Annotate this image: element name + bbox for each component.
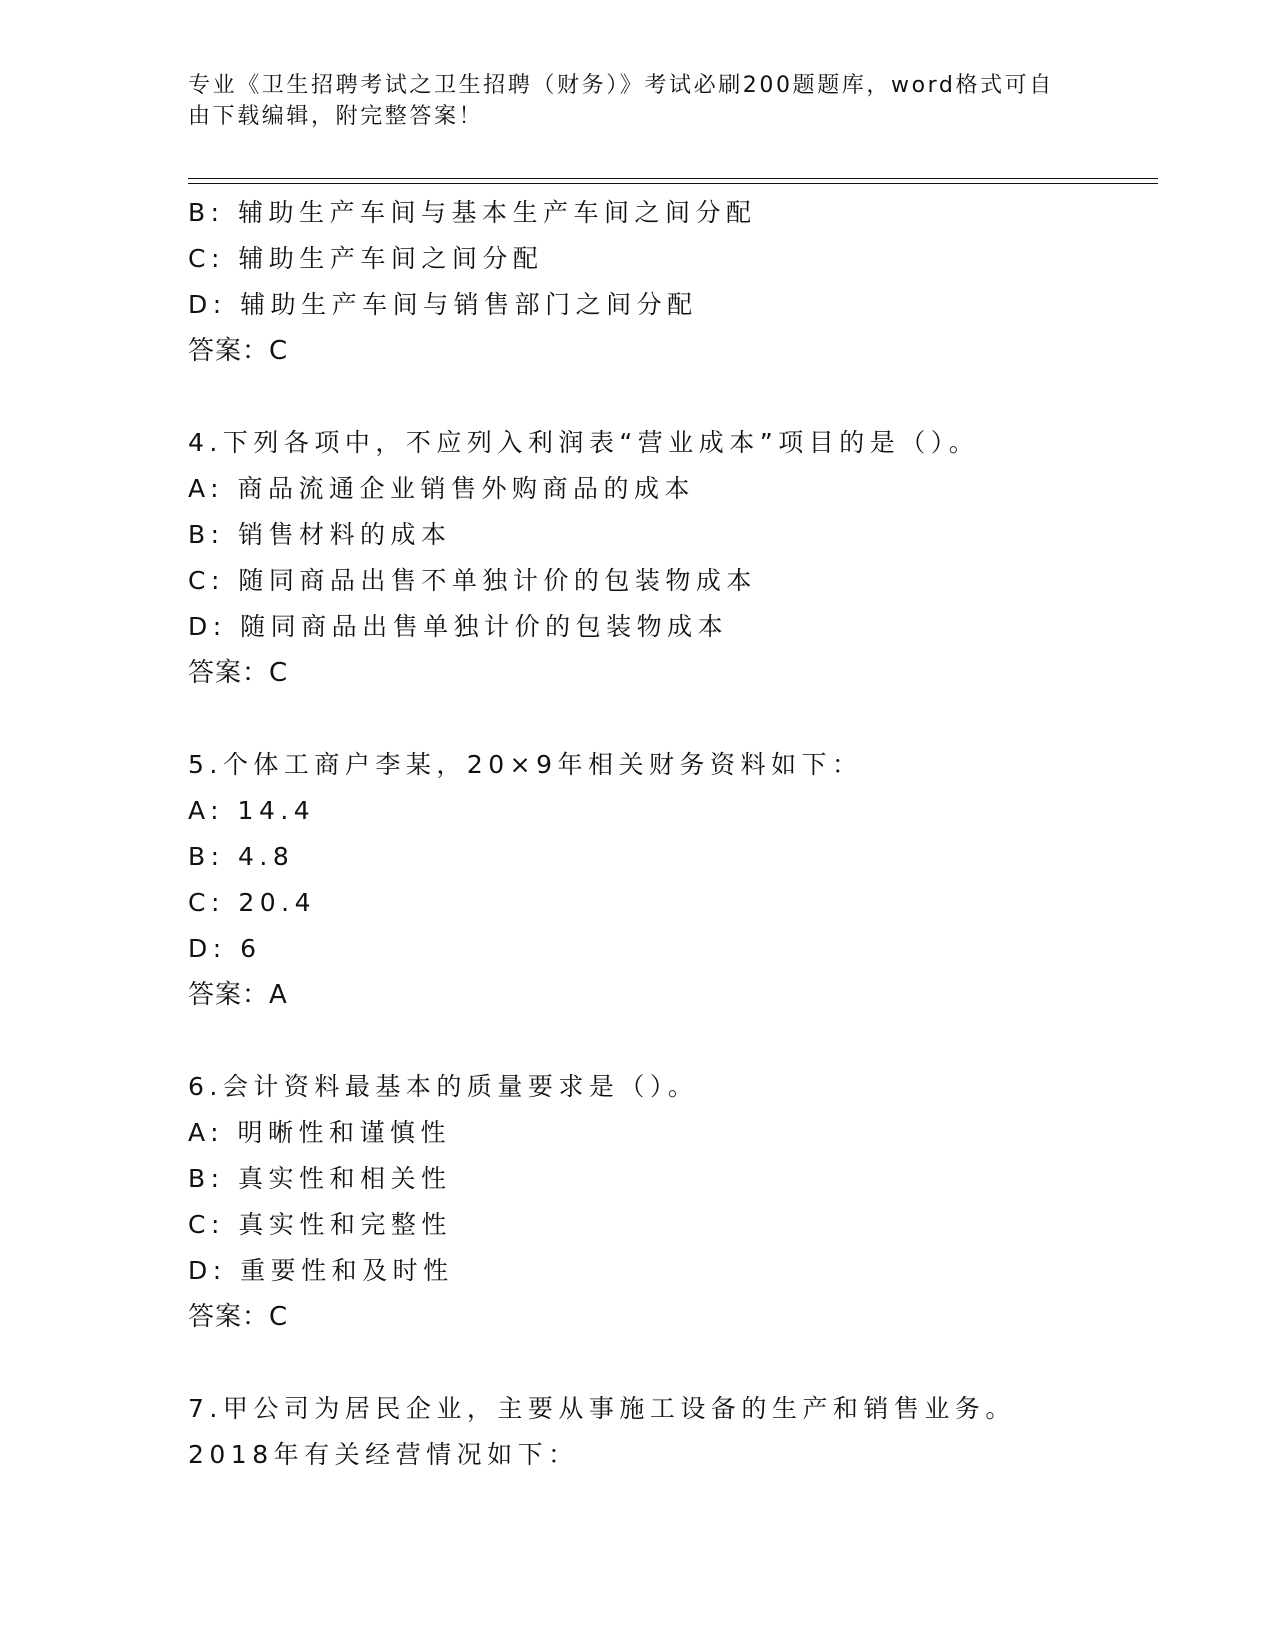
question-stem: 6.会计资料最基本的质量要求是（）。 (188, 1072, 699, 1101)
option-b: B: 4.8 (188, 842, 295, 871)
option-a: A: 商品流通企业销售外购商品的成本 (188, 474, 696, 503)
question-7 (188, 1386, 1088, 1478)
answer-line: 答案：A (188, 980, 288, 1010)
option-d: D: 随同商品出售单独计价的包装物成本 (188, 612, 729, 641)
option-c: C: 随同商品出售不单独计价的包装物成本 (188, 566, 757, 595)
answer-line: 答案：C (188, 1302, 289, 1332)
question-fragment (188, 190, 1088, 374)
option-d: D: 6 (188, 934, 262, 963)
question-stem: 5.个体工商户李某，20×9年相关财务资料如下： (188, 750, 863, 779)
option-c: C: 真实性和完整性 (188, 1210, 452, 1239)
option-c: C: 辅助生产车间之间分配 (188, 244, 544, 273)
option-c: C: 20.4 (188, 888, 316, 917)
question-4 (188, 420, 1088, 696)
question-stem: 7.甲公司为居民企业，主要从事施工设备的生产和销售业务。2018年有关经营情况如下： (188, 1394, 1016, 1469)
option-a: A: 明晰性和谨慎性 (188, 1118, 452, 1147)
answer-line: 答案：C (188, 336, 289, 366)
option-d: D: 重要性和及时性 (188, 1256, 454, 1285)
question-stem: 4.下列各项中，不应列入利润表“营业成本”项目的是（）。 (188, 428, 980, 457)
option-b: B: 销售材料的成本 (188, 520, 452, 549)
header-text: 专业《卫生招聘考试之卫生招聘（财务）》考试必刷200题题库，word格式可自由下载编辑，附完整答案！ (188, 73, 1054, 129)
header-divider-top (188, 178, 1158, 179)
question-5 (188, 742, 1088, 1018)
option-b: B: 辅助生产车间与基本生产车间之间分配 (188, 198, 757, 227)
question-6 (188, 1064, 1088, 1340)
option-a: A: 14.4 (188, 796, 316, 825)
answer-line: 答案：C (188, 658, 289, 688)
option-b: B: 真实性和相关性 (188, 1164, 452, 1193)
header-divider-bottom (188, 183, 1158, 184)
option-d: D: 辅助生产车间与销售部门之间分配 (188, 290, 698, 319)
document-header (188, 70, 1068, 132)
question-list (188, 190, 1088, 1478)
